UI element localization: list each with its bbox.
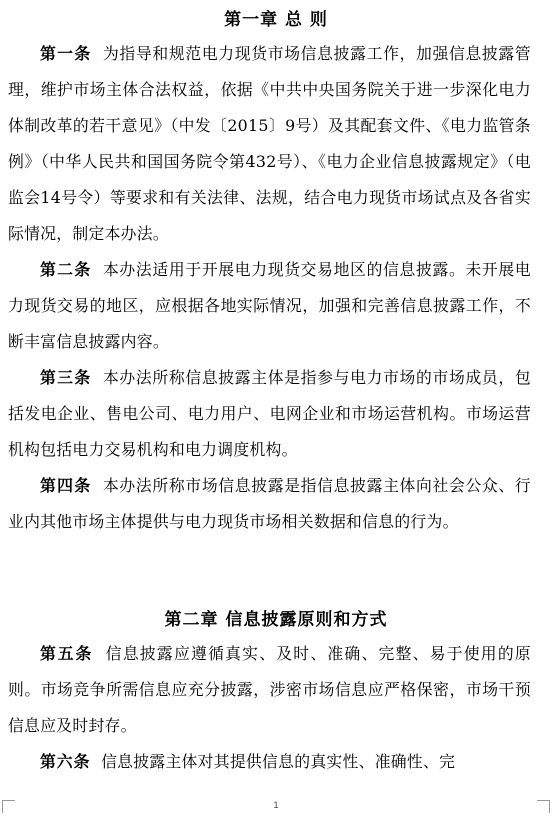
article-3-text: 本办法所称信息披露主体是指参与电力市场的市场成员，包括发电企业、售电公司、电力用户、电网企业和市场运营机构。市场运营机构包括电力交易机构和电力调度机构。 (8, 368, 531, 459)
article-1-label: 第一条 (40, 44, 92, 63)
article-3 (8, 360, 531, 468)
chapter-1-body (8, 36, 531, 540)
page-number: 1 (273, 800, 279, 810)
article-6-label: 第六条 (40, 752, 91, 771)
article-2 (8, 252, 531, 360)
article-6-text: 信息披露主体对其提供信息的真实性、准确性、完 (101, 752, 456, 771)
article-6 (8, 744, 531, 780)
article-4-label: 第四条 (40, 476, 92, 495)
article-4-text: 本办法所称市场信息披露是指信息披露主体向社会公众、行业内其他市场主体提供与电力现货市场相关数据和信息的行为。 (8, 476, 531, 531)
article-4 (8, 468, 531, 540)
article-5 (8, 636, 531, 744)
chapter-2-heading: 第二章 信息披露原则和方式 (164, 610, 388, 630)
article-1-text: 为指导和规范电力现货市场信息披露工作，加强信息披露管理，维护市场主体合法权益，依据《中共中央国务院关于进一步深化电力体制改革的若干意见》（中发〔2015〕9号）及其配套文件、《电力监管条例》（中华人民共和国国务院令第432号）、《电力企业信息披露规定》（电监会14号令）等要求和有关法律、法规，结合电力现货市场试点及各省实际情况，制定本办法。 (8, 44, 531, 243)
chapter-2-body (8, 636, 531, 780)
article-2-label: 第二条 (40, 260, 92, 279)
chapter-1-heading: 第一章 总 则 (224, 10, 328, 30)
article-5-text: 信息披露应遵循真实、及时、准确、完整、易于使用的原则。市场竞争所需信息应充分披露，涉密市场信息应严格保密，市场干预信息应及时封存。 (8, 644, 531, 735)
article-5-label: 第五条 (40, 644, 94, 663)
article-2-text: 本办法适用于开展电力现货交易地区的信息披露。未开展电力现货交易的地区，应根据各地实际情况，加强和完善信息披露工作，不断丰富信息披露内容。 (8, 260, 531, 351)
article-3-label: 第三条 (40, 368, 92, 387)
article-1 (8, 36, 531, 252)
